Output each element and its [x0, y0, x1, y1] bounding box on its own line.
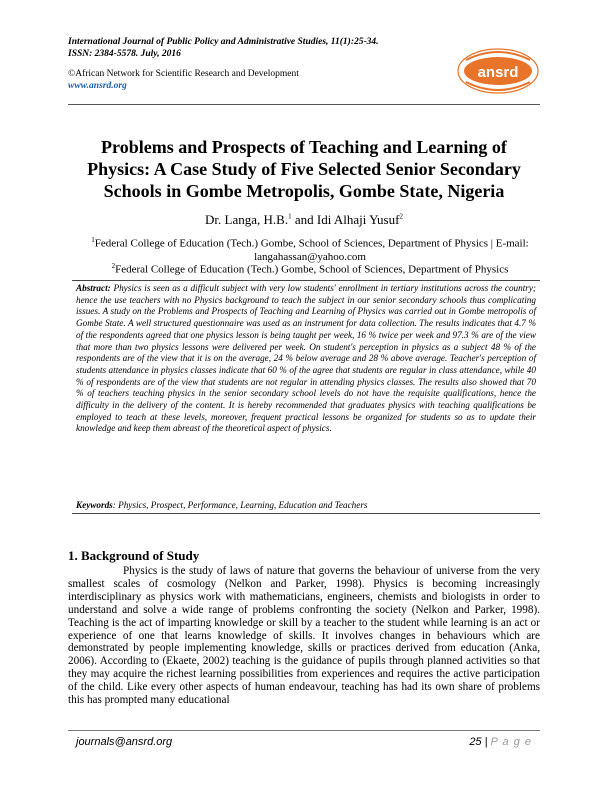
header-rule: [68, 104, 540, 105]
authors: [68, 212, 540, 228]
logo-text: ansrd: [477, 64, 519, 81]
publisher-name: ©African Network for Scientific Research and Development: [68, 69, 299, 79]
author-and: and: [291, 212, 317, 227]
page-word: P a g e: [490, 736, 532, 748]
abstract-label: Abstract:: [76, 283, 111, 293]
author-2: Idi Alhaji Yusuf: [316, 212, 400, 227]
journal-issn: ISSN: 2384-5578. July, 2016: [68, 49, 181, 59]
publisher-website[interactable]: www.ansrd.org: [68, 81, 127, 91]
footer-rule: [68, 730, 540, 731]
author-1: Dr. Langa, H.B.: [205, 212, 289, 227]
abstract-text: Physics is seen as a difficult subject with very low students' enrollment in tertiary institutions across the country; hence the use teachers with no Physics background to teach the subject in our senior secondary schools thus complicating issues. A study on the Problems and Prospects of Teaching and Learning of Physics was carried out in Gombe metropolis of Gombe State. A well structured questionnaire was used as an instrument for data collection. The results indicates that 4.7 % of the respondents agreed that one physics lesson is being taught per week, 16 % twice per week and 97.3 % are of the view that more than two physics lessons were delivered per week. On student's perception in physics as a subject 48 % of the respondents are of the view that it is on the average, 24 % below average and 28 % above average. Teacher's perception of students attendance in physics classes indicate that 60 % of the agree that students are regular in class attendance, while 40 % of respondents are of the view that students are not regular in attending physics classes. The results also showed that 70 % of teachers teaching physics in the senior secondary school levels do not have the requisite qualifications, hence the difficulty in the delivery of the content. It is hereby recommended that graduates physics with teaching qualifications be employed to teach at these levels, moreover, frequent practical lessons be organized for students so as to update their knowledge and keep them abreast of the theoretical aspect of physics.: [76, 283, 536, 434]
affiliation-2-text: Federal College of Education (Tech.) Gombe, School of Sciences, Department of Physics: [115, 263, 509, 276]
keywords: [76, 500, 368, 510]
abstract: [76, 283, 536, 435]
footer-page: [469, 736, 532, 748]
journal-citation: International Journal of Public Policy and Administrative Studies, 11(1):25-34.: [68, 37, 379, 47]
keywords-label: Keywords: [76, 500, 113, 510]
journal-header: [68, 36, 379, 60]
ansrd-logo: [456, 46, 540, 96]
affiliation-1-sup: 1: [91, 236, 95, 244]
affiliation-2: [80, 260, 540, 277]
publisher-info: [68, 68, 299, 92]
keywords-text: : Physics, Prospect, Performance, Learning, Education and Teachers: [112, 500, 368, 510]
author-2-sup: 2: [399, 212, 403, 221]
affiliation-2-sup: 2: [111, 262, 116, 270]
footer-email[interactable]: journals@ansrd.org: [76, 736, 173, 748]
section-heading: 1. Background of Study: [68, 548, 200, 563]
author-1-sup: 1: [288, 212, 292, 221]
section-body: Physics is the study of laws of nature that governs the behaviour of universe from the very smallest scales of cosmology (Nelkon and Parker, 1998). Physics is becoming increasingly interdisciplinary as physics work with mathematicians, engineers, chemists and biologists in order to understand and solve a wide range of problems confronting the society (Nelkon and Parker, 1998). Teaching is the act of imparting knowledge or skill by a teacher to the student while learning is an act or experience of one that learns knowledge of skills. It involves changes in behaviours which are demonstrated by people implementing knowledge, skills or practices derived from education (Anka, 2006). According to (Ekaete, 2002) teaching is the guidance of pupils through planned activities so that they may acquire the richest learning possibilities from experiences and requires the active participation of the child. Like every other aspects of human endeavour, teaching has had its own share of problems this has prompted many educational: [68, 565, 540, 707]
page-number: 25: [469, 736, 482, 748]
paper-title: Problems and Prospects of Teaching and Learning of Physics: A Case Study of Five Selected Senior Secondary Schools in Gombe Metropolis, Gombe State, Nigeria: [87, 137, 521, 201]
page-sep: |: [481, 736, 491, 748]
affiliation-1-text: Federal College of Education (Tech.) Gombe, School of Sciences, Department of Physics | E-mail: langahassan@yahoo.com: [94, 237, 529, 263]
